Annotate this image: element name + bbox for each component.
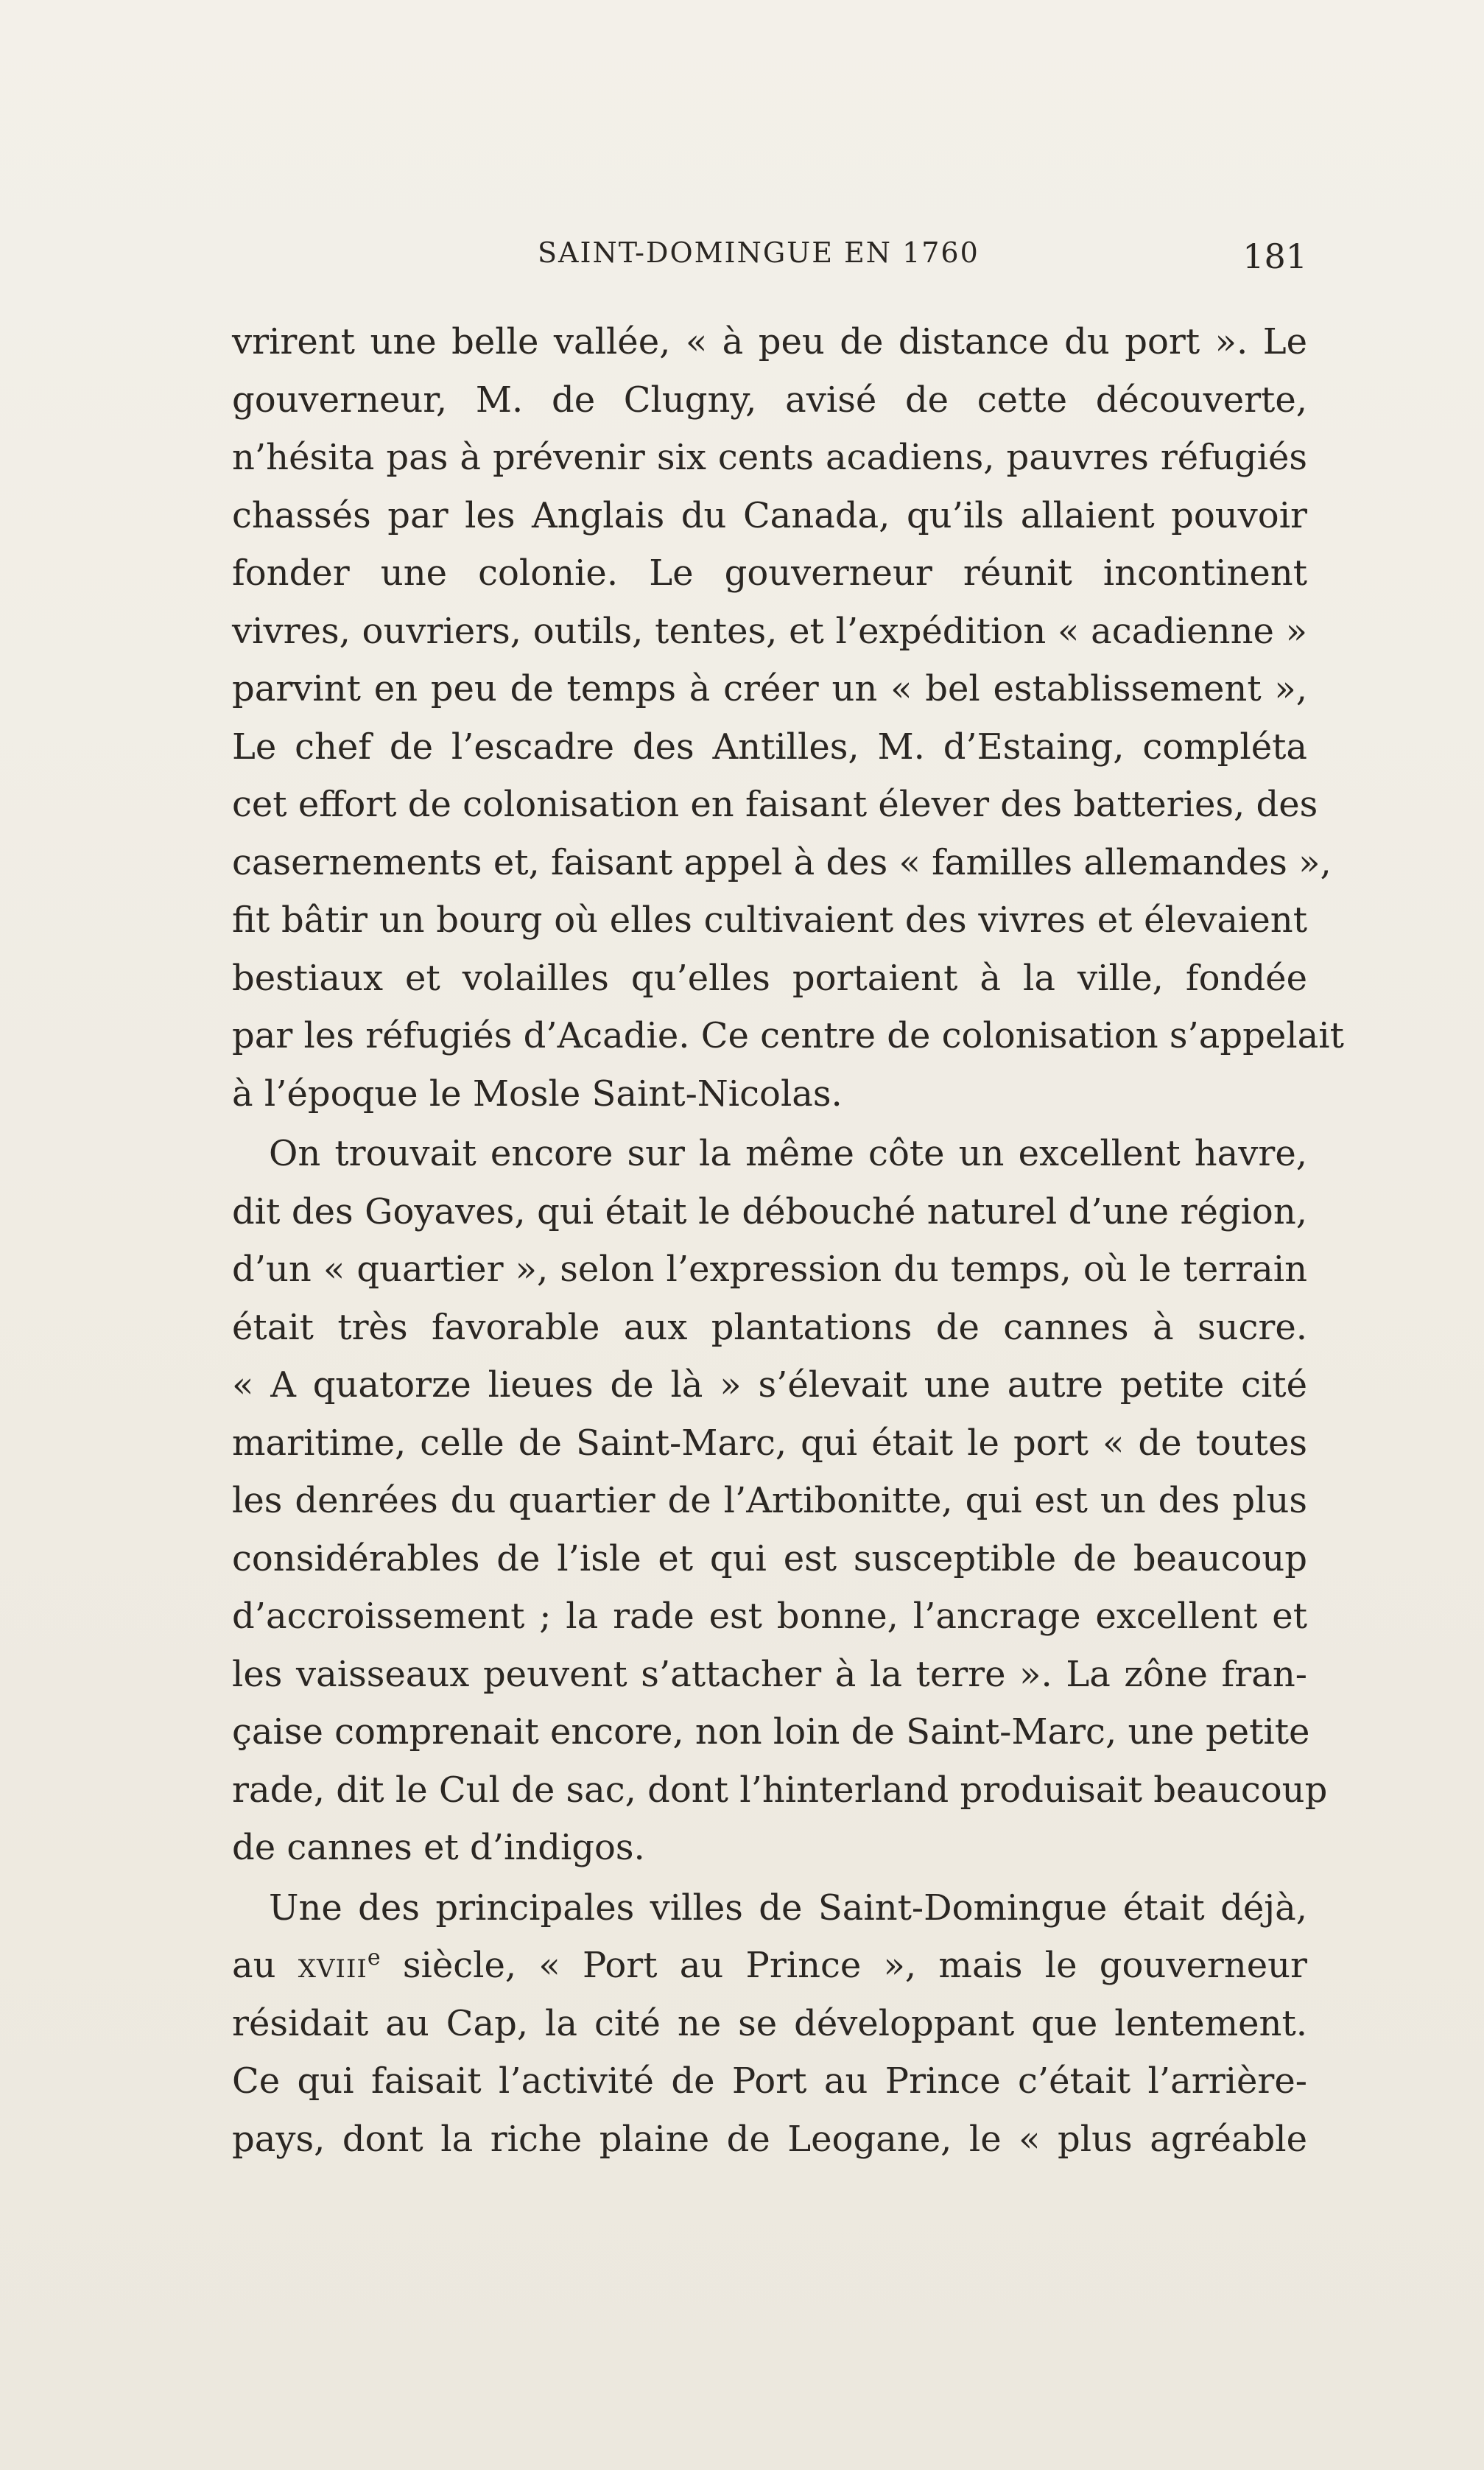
text-line: « A quatorze lieues de là » s’élevait une autre petite cité [232,1364,1307,1406]
text-line: On trouvait encore sur la même côte un excellent havre, [269,1133,1307,1174]
text-fragment: siècle, « Port au Prince », mais le gouverneur [380,1945,1307,1986]
paragraph-3 [232,1879,1307,2169]
text-line: fit bâtir un bourg où elles cultivaient des vivres et élevaient [232,899,1307,941]
paragraph-2 [232,1125,1328,1877]
text-line: par les réfugiés d’Acadie. Ce centre de colonisation s’appelait [232,1015,1344,1056]
text-line: à l’époque le Mosle Saint-Nicolas. [232,1073,843,1115]
text-line: pays, dont la riche plaine de Leogane, le « plus agréable [232,2118,1307,2160]
text-line: cet effort de colonisation en faisant élever des batteries, des [232,784,1318,825]
text-line: les denrées du quartier de l’Artibonitte, qui est un des plus [232,1480,1307,1521]
text-line: fonder une colonie. Le gouverneur réunit incontinent [232,552,1307,594]
text-line: considérables de l’isle et qui est susceptible de beaucoup [232,1537,1307,1579]
text-line: d’accroissement ; la rade est bonne, l’ancrage excellent et [232,1596,1307,1637]
running-title: SAINT-DOMINGUE EN 1760 [538,236,980,269]
text-line: était très favorable aux plantations de cannes à sucre. [232,1306,1307,1348]
text-line: casernements et, faisant appel à des « familles allemandes », [232,841,1332,883]
text-line: rade, dit le Cul de sac, dont l’hinterland produisait beaucoup [232,1769,1328,1811]
text-line: Ce qui faisait l’activité de Port au Prince c’était l’arrière- [232,2060,1307,2102]
text-line: de cannes et d’indigos. [232,1827,645,1868]
text-line: d’un « quartier », selon l’expression du temps, où le terrain [232,1249,1307,1290]
text-line: résidait au Cap, la cité ne se développant que lentement. [232,2002,1307,2044]
text-line: les vaisseaux peuvent s’attacher à la terre ». La zône fran- [232,1653,1307,1695]
century-numeral: xviii [298,1945,368,1986]
text-line: Le chef de l’escadre des Antilles, M. d’Estaing, compléta [232,726,1307,768]
text-line: maritime, celle de Saint-Marc, qui était le port « de toutes [232,1422,1307,1464]
text-line: chassés par les Anglais du Canada, qu’ils allaient pouvoir [232,494,1307,536]
century-superscript: e [367,1945,381,1971]
text-line: n’hésita pas à prévenir six cents acadiens, pauvres réfugiés [232,437,1307,478]
running-head [232,232,1307,284]
text-line: çaise comprenait encore, non loin de Saint-Marc, une petite [232,1711,1310,1752]
text-line: Une des principales villes de Saint-Domingue était déjà, [269,1887,1307,1929]
text-line: gouverneur, M. de Clugny, avisé de cette découverte, [232,379,1307,421]
text-line: vivres, ouvriers, outils, tentes, et l’expédition « acadienne » [232,610,1307,652]
body-text [232,313,1344,2170]
page-number: 181 [1242,236,1307,276]
text-fragment: au [232,1945,298,1986]
text-line: dit des Goyaves, qui était le débouché naturel d’une région, [232,1190,1307,1232]
paragraph-1 [232,313,1344,1123]
text-line: bestiaux et volailles qu’elles portaient à la ville, fondée [232,957,1307,999]
text-line [232,1937,1307,1995]
text-line: vrirent une belle vallée, « à peu de distance du port ». Le [232,321,1307,362]
text-line: parvint en peu de temps à créer un « bel establissement », [232,668,1307,709]
